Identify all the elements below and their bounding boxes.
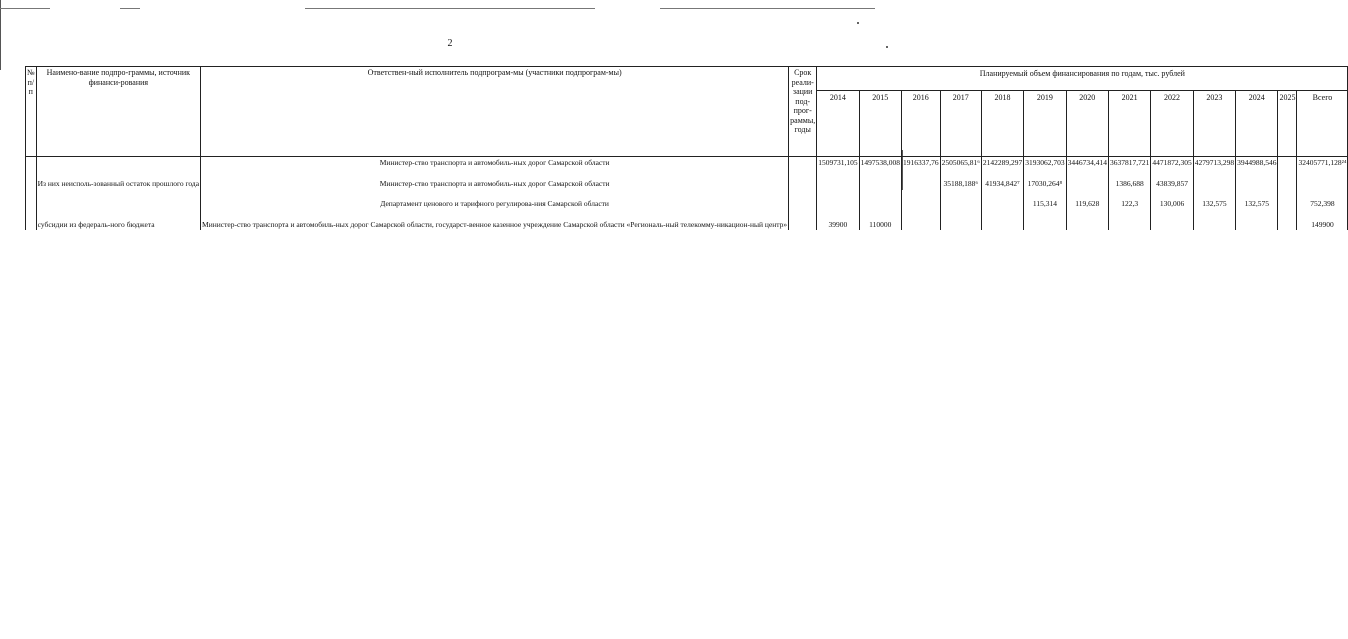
cell-value: 3637817,721	[1108, 157, 1150, 178]
header-year: 2014	[817, 91, 859, 157]
cell-no	[26, 157, 37, 178]
header-term: Срок реали-зации под-прог-раммы, годы	[789, 67, 817, 157]
cell-value: 35188,188⁶	[940, 178, 981, 199]
cell-value: 4279713,298	[1193, 157, 1235, 178]
table-row	[26, 219, 1348, 231]
table-row	[26, 157, 1348, 178]
cell-value: 132,575	[1193, 198, 1235, 219]
header-planned-financing: Планируемый объем финансирования по годам, тыс. рублей	[817, 67, 1348, 91]
header-year: 2019	[1024, 91, 1066, 157]
cell-responsible: Департамент ценового и тарифного регулирова-ния Самарской области	[201, 198, 789, 219]
cell-value: 130,006	[1151, 198, 1193, 219]
cell-value	[1193, 178, 1235, 199]
header-no: № п/п	[26, 67, 37, 157]
cell-no	[26, 219, 37, 231]
cell-name	[36, 157, 200, 178]
page-edge-left	[0, 0, 1, 70]
cell-value	[940, 198, 981, 219]
header-year: 2025	[1278, 91, 1297, 157]
cell-value	[1278, 198, 1297, 219]
cell-responsible: Министер-ство транспорта и автомобиль-ных дорог Самарской области	[201, 178, 789, 199]
cell-value: 1386,688	[1108, 178, 1150, 199]
cell-value	[1066, 219, 1108, 231]
cell-value: 43839,857	[1151, 178, 1193, 199]
cell-value: 2505065,81⁶	[940, 157, 981, 178]
cell-value: 132,575	[1236, 198, 1278, 219]
cell-value: 2142289,297	[981, 157, 1023, 178]
cell-term	[789, 178, 817, 199]
cell-total	[1297, 178, 1348, 199]
cell-value: 122,3	[1108, 198, 1150, 219]
header-year: 2017	[940, 91, 981, 157]
cell-value: 115,314	[1024, 198, 1066, 219]
header-responsible: Ответствен-ный исполнитель подпрограм-мы (участники подпрограм-мы)	[201, 67, 789, 157]
cell-value: 17030,264⁸	[1024, 178, 1066, 199]
cell-value	[859, 178, 901, 199]
cell-value	[817, 198, 859, 219]
cell-value	[940, 219, 981, 231]
header-year: 2020	[1066, 91, 1108, 157]
cell-term	[789, 198, 817, 219]
cell-value: 3446734,414	[1066, 157, 1108, 178]
cell-value: 39900	[817, 219, 859, 231]
scan-speck	[857, 22, 859, 24]
scan-line	[660, 8, 875, 9]
header-year: 2021	[1108, 91, 1150, 157]
header-year: 2015	[859, 91, 901, 157]
header-year: 2022	[1151, 91, 1193, 157]
cell-value: 4471872,305	[1151, 157, 1193, 178]
cell-responsible: Министер-ство транспорта и автомобиль-ных дорог Самарской области, государст-венное казенное учреждение Самарской области «Региональ-ный телекомму-никацион-ный центр»	[202, 219, 788, 229]
header-name: Наимено-вание подпро-граммы, источник финанси-рования	[36, 67, 200, 157]
cell-total: 149900	[1297, 219, 1348, 231]
cell-no	[26, 198, 37, 219]
cell-value	[1278, 178, 1297, 199]
cell-value	[817, 178, 859, 199]
cell-value	[1066, 178, 1108, 199]
cell-value	[1024, 219, 1066, 231]
cell-term	[789, 219, 817, 231]
scan-line	[0, 8, 50, 9]
cell-total: 32405771,128²⁴	[1297, 157, 1348, 178]
cell-term	[789, 157, 817, 178]
cell-value: 1916337,76	[901, 157, 940, 178]
cell-value: 1509731,105	[817, 157, 859, 178]
cell-total: 752,398	[1297, 198, 1348, 219]
scan-line	[305, 8, 595, 9]
cell-value	[901, 198, 940, 219]
cell-value	[901, 178, 940, 199]
cell-name	[36, 198, 200, 219]
cell-value: 1497538,008	[859, 157, 901, 178]
cell-name: субсидии из федераль-ного бюджета	[36, 219, 200, 231]
cell-value: 119,628	[1066, 198, 1108, 219]
header-year: 2016	[901, 91, 940, 157]
cell-no	[26, 178, 37, 199]
cell-value	[1236, 219, 1278, 231]
header-year: 2023	[1193, 91, 1235, 157]
table-row	[26, 198, 1348, 219]
header-year: 2018	[981, 91, 1023, 157]
scan-speck	[886, 46, 888, 48]
cell-value: 110000	[859, 219, 901, 231]
cell-responsible: Министер-ство транспорта и автомобиль-ных дорог Самарской области	[201, 157, 789, 178]
cell-value	[981, 198, 1023, 219]
cell-value	[1236, 178, 1278, 199]
cell-value	[1278, 157, 1297, 178]
cell-value	[1108, 219, 1150, 231]
cell-value: 3193062,703	[1024, 157, 1066, 178]
cell-value	[1278, 219, 1297, 231]
cell-name: Из них неисполь-зованный остаток прошлого года	[36, 178, 200, 199]
scan-line	[120, 8, 140, 9]
cell-value: 41934,842⁷	[981, 178, 1023, 199]
page-number: 2	[447, 38, 453, 49]
financing-table	[25, 66, 1348, 230]
header-year: 2024	[1236, 91, 1278, 157]
cell-value: 3944988,546	[1236, 157, 1278, 178]
table-row	[26, 178, 1348, 199]
cell-value	[1193, 219, 1235, 231]
cell-value	[859, 198, 901, 219]
cell-value	[1151, 219, 1193, 231]
cell-value	[901, 219, 940, 231]
header-total: Всего	[1297, 91, 1348, 157]
cell-value	[981, 219, 1023, 231]
